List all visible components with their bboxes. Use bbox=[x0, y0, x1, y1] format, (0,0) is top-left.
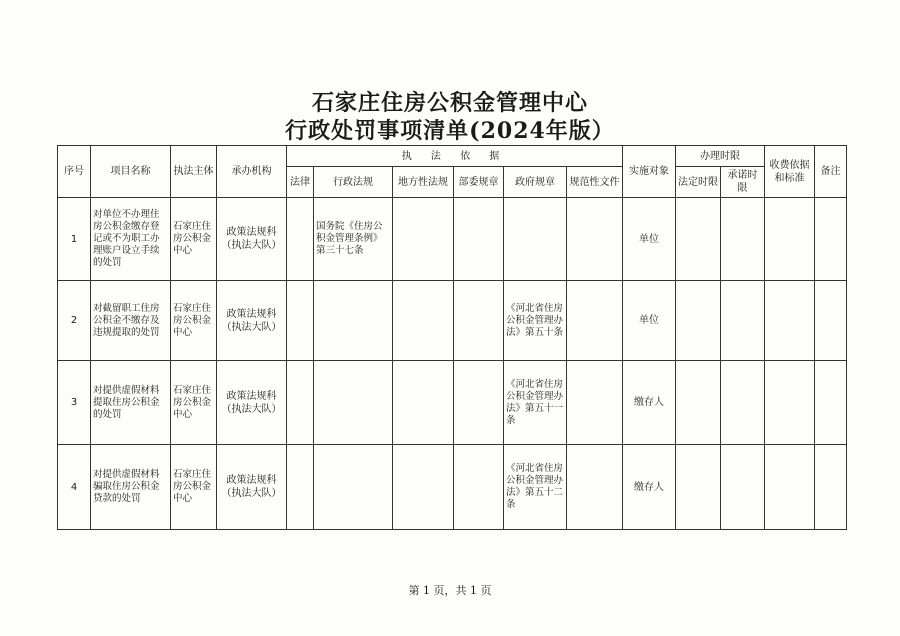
document-title-line2: 行政处罚事项清单(2024年版） bbox=[285, 118, 615, 144]
cell-promised-limit bbox=[721, 198, 765, 281]
cell-law bbox=[287, 281, 314, 361]
cell-remark bbox=[815, 445, 847, 530]
cell-subject: 石家庄住房公积金中心 bbox=[171, 445, 217, 530]
cell-item-name: 对截留职工住房公积金不缴存及违规提取的处罚 bbox=[91, 281, 171, 361]
table-row bbox=[58, 445, 847, 530]
cell-item-name: 对提供虚假材料提取住房公积金的处罚 bbox=[91, 361, 171, 445]
header-seq: 序号 bbox=[58, 146, 91, 198]
cell-dept-rule bbox=[454, 361, 504, 445]
cell-normative bbox=[567, 281, 623, 361]
cell-gov-rule: 《河北省住房公积金管理办法》第五十二条 bbox=[504, 445, 567, 530]
cell-fee bbox=[765, 198, 815, 281]
cell-seq: 3 bbox=[58, 361, 91, 445]
table-row bbox=[58, 281, 847, 361]
header-time-limit: 办理时限 bbox=[676, 146, 765, 167]
cell-normative bbox=[567, 198, 623, 281]
cell-subject: 石家庄住房公积金中心 bbox=[171, 361, 217, 445]
cell-remark bbox=[815, 361, 847, 445]
cell-department: 政策法规科（执法大队） bbox=[217, 198, 287, 281]
document-title-line1: 石家庄住房公积金管理中心 bbox=[311, 90, 588, 116]
cell-law bbox=[287, 361, 314, 445]
cell-target: 单位 bbox=[623, 281, 676, 361]
cell-legal-limit bbox=[676, 361, 721, 445]
header-department: 承办机构 bbox=[217, 146, 287, 198]
cell-law bbox=[287, 198, 314, 281]
cell-legal-limit bbox=[676, 445, 721, 530]
header-remark: 备注 bbox=[815, 146, 847, 198]
cell-target: 单位 bbox=[623, 198, 676, 281]
header-target: 实施对象 bbox=[623, 146, 676, 198]
header-subject: 执法主体 bbox=[171, 146, 217, 198]
cell-target: 缴存人 bbox=[623, 361, 676, 445]
header-law: 法律 bbox=[287, 167, 314, 198]
header-basis: 执 法 依 据 bbox=[287, 146, 623, 167]
table-row bbox=[58, 361, 847, 445]
cell-remark bbox=[815, 281, 847, 361]
cell-fee bbox=[765, 361, 815, 445]
cell-admin-reg: 国务院《住房公积金管理条例》第三十七条 bbox=[314, 198, 393, 281]
header-item-name: 项目名称 bbox=[91, 146, 171, 198]
cell-promised-limit bbox=[721, 281, 765, 361]
cell-admin-reg bbox=[314, 445, 393, 530]
cell-dept-rule bbox=[454, 445, 504, 530]
table-header-row bbox=[58, 146, 847, 167]
cell-remark bbox=[815, 198, 847, 281]
cell-fee bbox=[765, 281, 815, 361]
cell-seq: 4 bbox=[58, 445, 91, 530]
header-legal-limit: 法定时限 bbox=[676, 167, 721, 198]
cell-admin-reg bbox=[314, 361, 393, 445]
header-gov-rule: 政府规章 bbox=[504, 167, 567, 198]
cell-dept-rule bbox=[454, 198, 504, 281]
cell-promised-limit bbox=[721, 445, 765, 530]
cell-gov-rule: 《河北省住房公积金管理办法》第五十条 bbox=[504, 281, 567, 361]
header-promised-limit: 承诺时限 bbox=[721, 167, 765, 198]
cell-item-name: 对提供虚假材料骗取住房公积金贷款的处罚 bbox=[91, 445, 171, 530]
cell-law bbox=[287, 445, 314, 530]
cell-local-reg bbox=[393, 281, 454, 361]
header-local-reg: 地方性法规 bbox=[393, 167, 454, 198]
cell-dept-rule bbox=[454, 281, 504, 361]
table-row bbox=[58, 198, 847, 281]
cell-department: 政策法规科（执法大队） bbox=[217, 361, 287, 445]
cell-normative bbox=[567, 445, 623, 530]
header-dept-rule: 部委规章 bbox=[454, 167, 504, 198]
cell-target: 缴存人 bbox=[623, 445, 676, 530]
cell-department: 政策法规科（执法大队） bbox=[217, 445, 287, 530]
cell-item-name: 对单位不办理住房公积金缴存登记或不为职工办理账户设立手续的处罚 bbox=[91, 198, 171, 281]
cell-local-reg bbox=[393, 198, 454, 281]
cell-local-reg bbox=[393, 445, 454, 530]
cell-fee bbox=[765, 445, 815, 530]
cell-gov-rule: 《河北省住房公积金管理办法》第五十一条 bbox=[504, 361, 567, 445]
cell-subject: 石家庄住房公积金中心 bbox=[171, 281, 217, 361]
cell-local-reg bbox=[393, 361, 454, 445]
header-fee: 收费依据和标准 bbox=[765, 146, 815, 198]
cell-department: 政策法规科（执法大队） bbox=[217, 281, 287, 361]
cell-gov-rule bbox=[504, 198, 567, 281]
cell-legal-limit bbox=[676, 198, 721, 281]
cell-seq: 2 bbox=[58, 281, 91, 361]
header-admin-reg: 行政法规 bbox=[314, 167, 393, 198]
cell-promised-limit bbox=[721, 361, 765, 445]
cell-seq: 1 bbox=[58, 198, 91, 281]
cell-legal-limit bbox=[676, 281, 721, 361]
header-normative: 规范性文件 bbox=[567, 167, 623, 198]
cell-admin-reg bbox=[314, 281, 393, 361]
cell-subject: 石家庄住房公积金中心 bbox=[171, 198, 217, 281]
page-footer: 第 1 页，共 1 页 bbox=[408, 584, 492, 597]
cell-normative bbox=[567, 361, 623, 445]
penalty-items-table bbox=[57, 145, 847, 530]
